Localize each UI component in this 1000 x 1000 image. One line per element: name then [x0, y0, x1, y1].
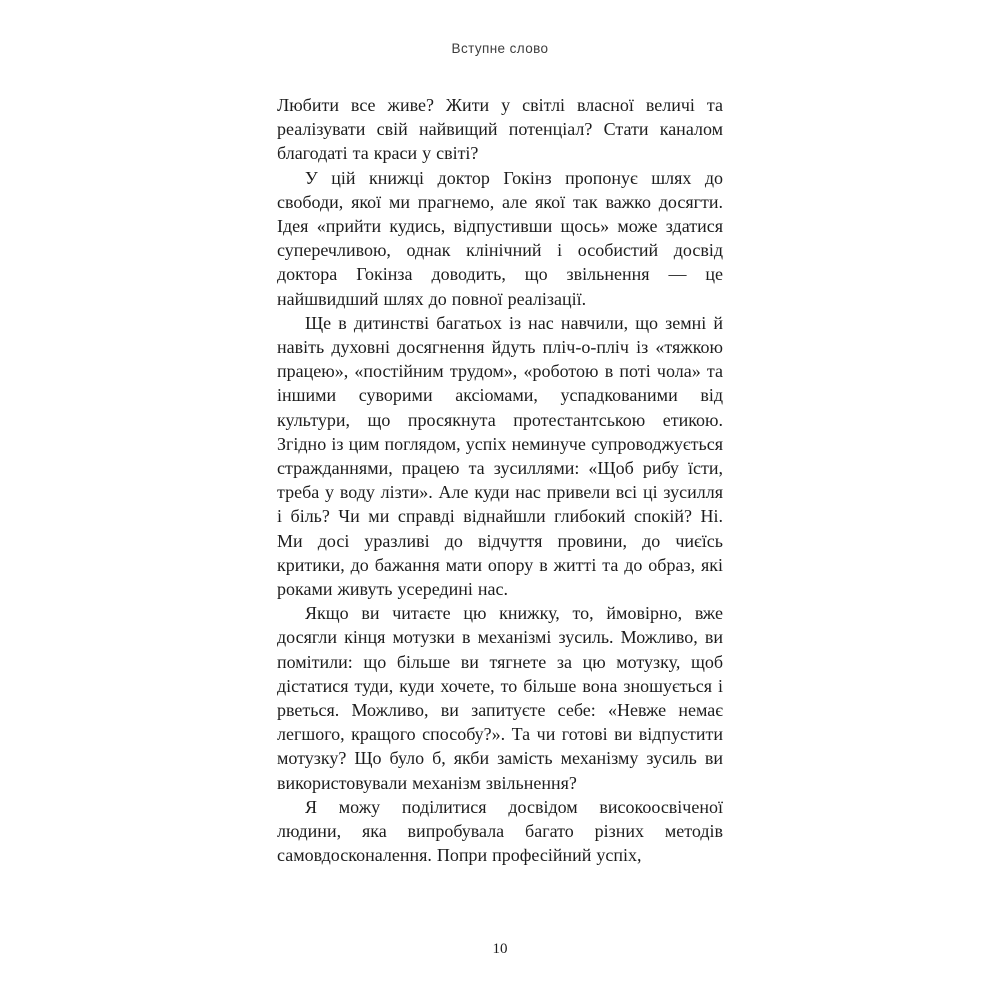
- paragraph: Якщо ви читаєте цю книжку, то, ймовірно, вже досягли кінця мотузки в механізмі зусиль. Можливо, ви помітили: що більше ви тягнете за цю мотузку, щоб дістатися туди, куди хочете, то більше вона зношується і рветься. Можливо, ви запитуєте себе: «Невже немає легшого, кращого способу?». Та чи готові ви відпустити мотузку? Що було б, якби замість механізму зусиль ви використовували механізм звільнення?: [277, 603, 723, 793]
- page-number: 10: [492, 941, 508, 957]
- text-column: [277, 93, 723, 868]
- paragraph: Ще в дитинстві багатьох із нас навчили, що земні й навіть духовні досягнення йдуть пліч-о-пліч із «тяжкою працею», «постійним трудом», «роботою в поті чола» та іншими суворими аксіомами, успадкованими від культури, що просякнута протестантською етикою. Згідно із цим поглядом, успіх неминуче супроводжується стражданнями, працею та зусиллями: «Щоб рибу їсти, треба у воду лізти». Але куди нас привели всі ці зусилля і біль? Чи ми справді віднайшли глибокий спокій? Ні. Ми досі уразливі до відчуття провини, до чиєїсь критики, до бажання мати опору в житті та до образ, які роками живуть усередині нас.: [277, 312, 723, 600]
- paragraph: Любити все живе? Жити у світлі власної величі та реалізувати свій найвищий потенціал? Стати каналом благодаті та краси у світі?: [277, 95, 723, 164]
- running-head: Вступне слово: [451, 41, 549, 56]
- paragraph: Я можу поділитися досвідом високоосвіченої людини, яка випробувала багато різних методів самовдосконалення. Попри професійний успіх,: [277, 796, 723, 866]
- paragraph: У цій книжці доктор Гокінз пропонує шлях до свободи, якої ми прагнемо, але якої так важко досягти. Ідея «прийти кудись, відпустивши щось» може здатися суперечливою, однак клінічний і особистий досвід доктора Гокінза доводить, що звільнення — це найшвидший шлях до повної реалізації.: [277, 167, 723, 309]
